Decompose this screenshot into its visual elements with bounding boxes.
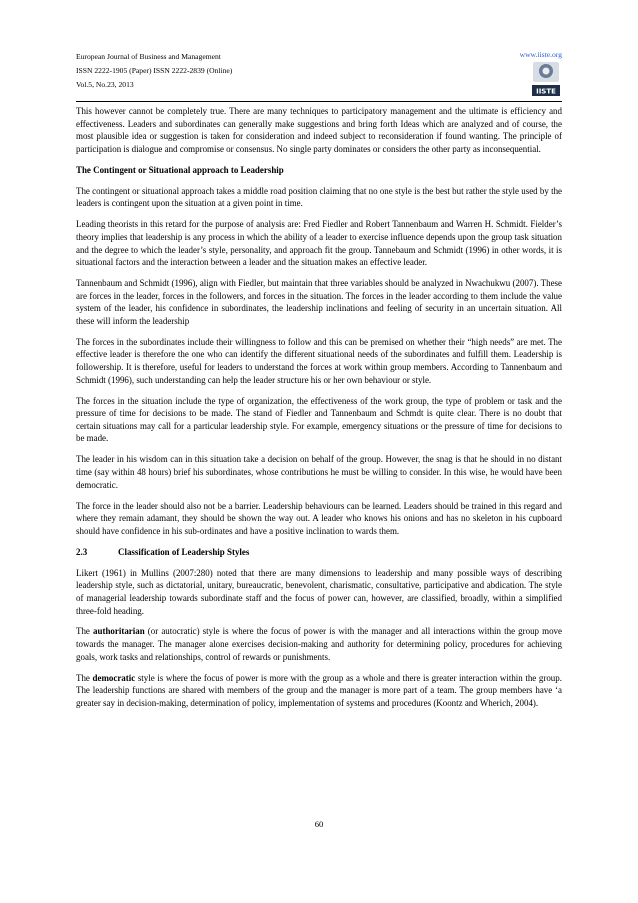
header-rule [76,101,562,102]
paragraph-authoritarian [76,625,562,663]
website-link[interactable]: www.iiste.org [519,50,562,59]
page-number: 60 [314,819,324,829]
paragraph: This however cannot be completely true. There are many techniques to participatory management and the ultimate is efficiency and effectiveness. Leaders and subordinates can generally make suggestions and bring forth Ideas which are analyzed and of course, the most plausible idea or suggestion is taken for consideration and indeed subject to reconsideration if found wanting. The principle of participation is dialogue and compromise or consensus. No single party dominates or considers the other party as inconsequential. [76,106,562,154]
text-run: The [76,672,93,683]
paragraph: The contingent or situational approach takes a middle road position claiming that no one style is the best but rather the style used by the leaders is contingent upon the situation at a given point in time. [76,185,562,209]
section-heading: The Contingent or Situational approach to Leadership [76,164,284,175]
paragraph: The force in the leader should also not be a barrier. Leadership behaviours can be learned. Leaders should be trained in this regard and where they remain adamant, they should be shown the way out. A leader who knows his onions and has no skeleton in his cupboard should have confidence in his sub-ordinates and have a positive inclination to wards them. [76,500,562,536]
term-democratic: democratic [92,672,136,683]
section-number: 2.3 [76,546,88,557]
journal-title: European Journal of Business and Management [76,52,221,61]
paragraph: Tannenbaum and Schmidt (1996), align with Fiedler, but maintain that three variables should be analyzed in Nwachukwu (2007). These are forces in the leader, forces in the followers, and forces in the situation. The forces in the leader according to them include the value system of the leader, his confidence in subordinates, the leadership inclinations and feeling of security in an uncertain situation. All these will inform the leadership [76,278,562,326]
paragraph-democratic [76,672,562,710]
iiste-logo [531,60,561,98]
journal-header [76,50,562,100]
logo-text: IISTE [536,87,556,96]
text-run: style is where the focus of power is more with the group as a whole and there is greater interaction within the group. The leadership functions are shared with members of the group and the manager is more part of a team. The group members have ‘a greater say in decision-making, determination of policy, implementation of systems and procedures (Koontz and Wherich, 2004). [76,672,562,708]
journal-volume: Vol.5, No.23, 2013 [76,79,134,89]
text-run: The [76,626,94,637]
paragraph: Likert (1961) in Mullins (2007:280) noted that there are many dimensions to leadership and many possible ways of describing leadership style, such as dictatorial, unitary, bureaucratic, benevolent, charismatic, consultative, participative and abdication. The style of managerial leadership towards subordinate staff and the focus of power can, however, are classified, broadly, within a simplified three-fold heading. [76,567,562,616]
journal-issn: ISSN 2222-1905 (Paper) ISSN 2222-2839 (Online) [76,65,233,75]
text-run: (or autocratic) style is where the focus of power is with the manager and all interactions within the group move towards the manager. The manager alone exercises decision-making and authority for determining policy, procedures for achieving goals, work tasks and relationships, control of rewards or punishments. [76,626,562,662]
term-authoritarian: authoritarian [93,626,145,637]
paragraph: The leader in his wisdom can in this situation take a decision on behalf of the group. However, the snag is that he should in no distant time (say within 48 hours) brief his subordinates, whose contributions he must be willing to consider. In this wise, he would have been democratic. [76,454,562,490]
paragraph: The forces in the situation include the type of organization, the effectiveness of the work group, the type of problem or task and the pressure of time for decisions to be made. The stand of Fiedler and Tannenbaum and Schmdt is quite clear. There is no doubt that certain situations may call for a particular leadership style. For example, emergency situations or the pressure of time for decisions to be made. [76,395,562,444]
paragraph: Leading theorists in this retard for the purpose of analysis are: Fred Fiedler and Robert Tannenbaum and Warren H. Schmidt. Fielder’s theory implies that leadership is any process in which the ability of a leader to exercise influence depends upon the group task situation and the degree to which the leader’s style, personality, and approach fit the group. Tannebaum and Schmidt (1996) in other words, it is situational factors and the interaction between a leader and the situation makes an effective leader. [76,219,562,268]
subsection-heading [76,546,562,559]
paragraph: The forces in the subordinates include their willingness to follow and this can be premised on whether their “high needs” are met. The effective leader is therefore the one who can identify the different situational needs of the subordinates and fulfill them. Leadership is followership. It is therefore, useful for leaders to understand the forces at work within group members. According to Tannenbaum and Schmidt (1996), such understanding can help the leader structure his or her own behaviour or style. [76,336,562,385]
article-body [76,105,562,718]
section-title: Classification of Leadership Styles [118,546,250,557]
